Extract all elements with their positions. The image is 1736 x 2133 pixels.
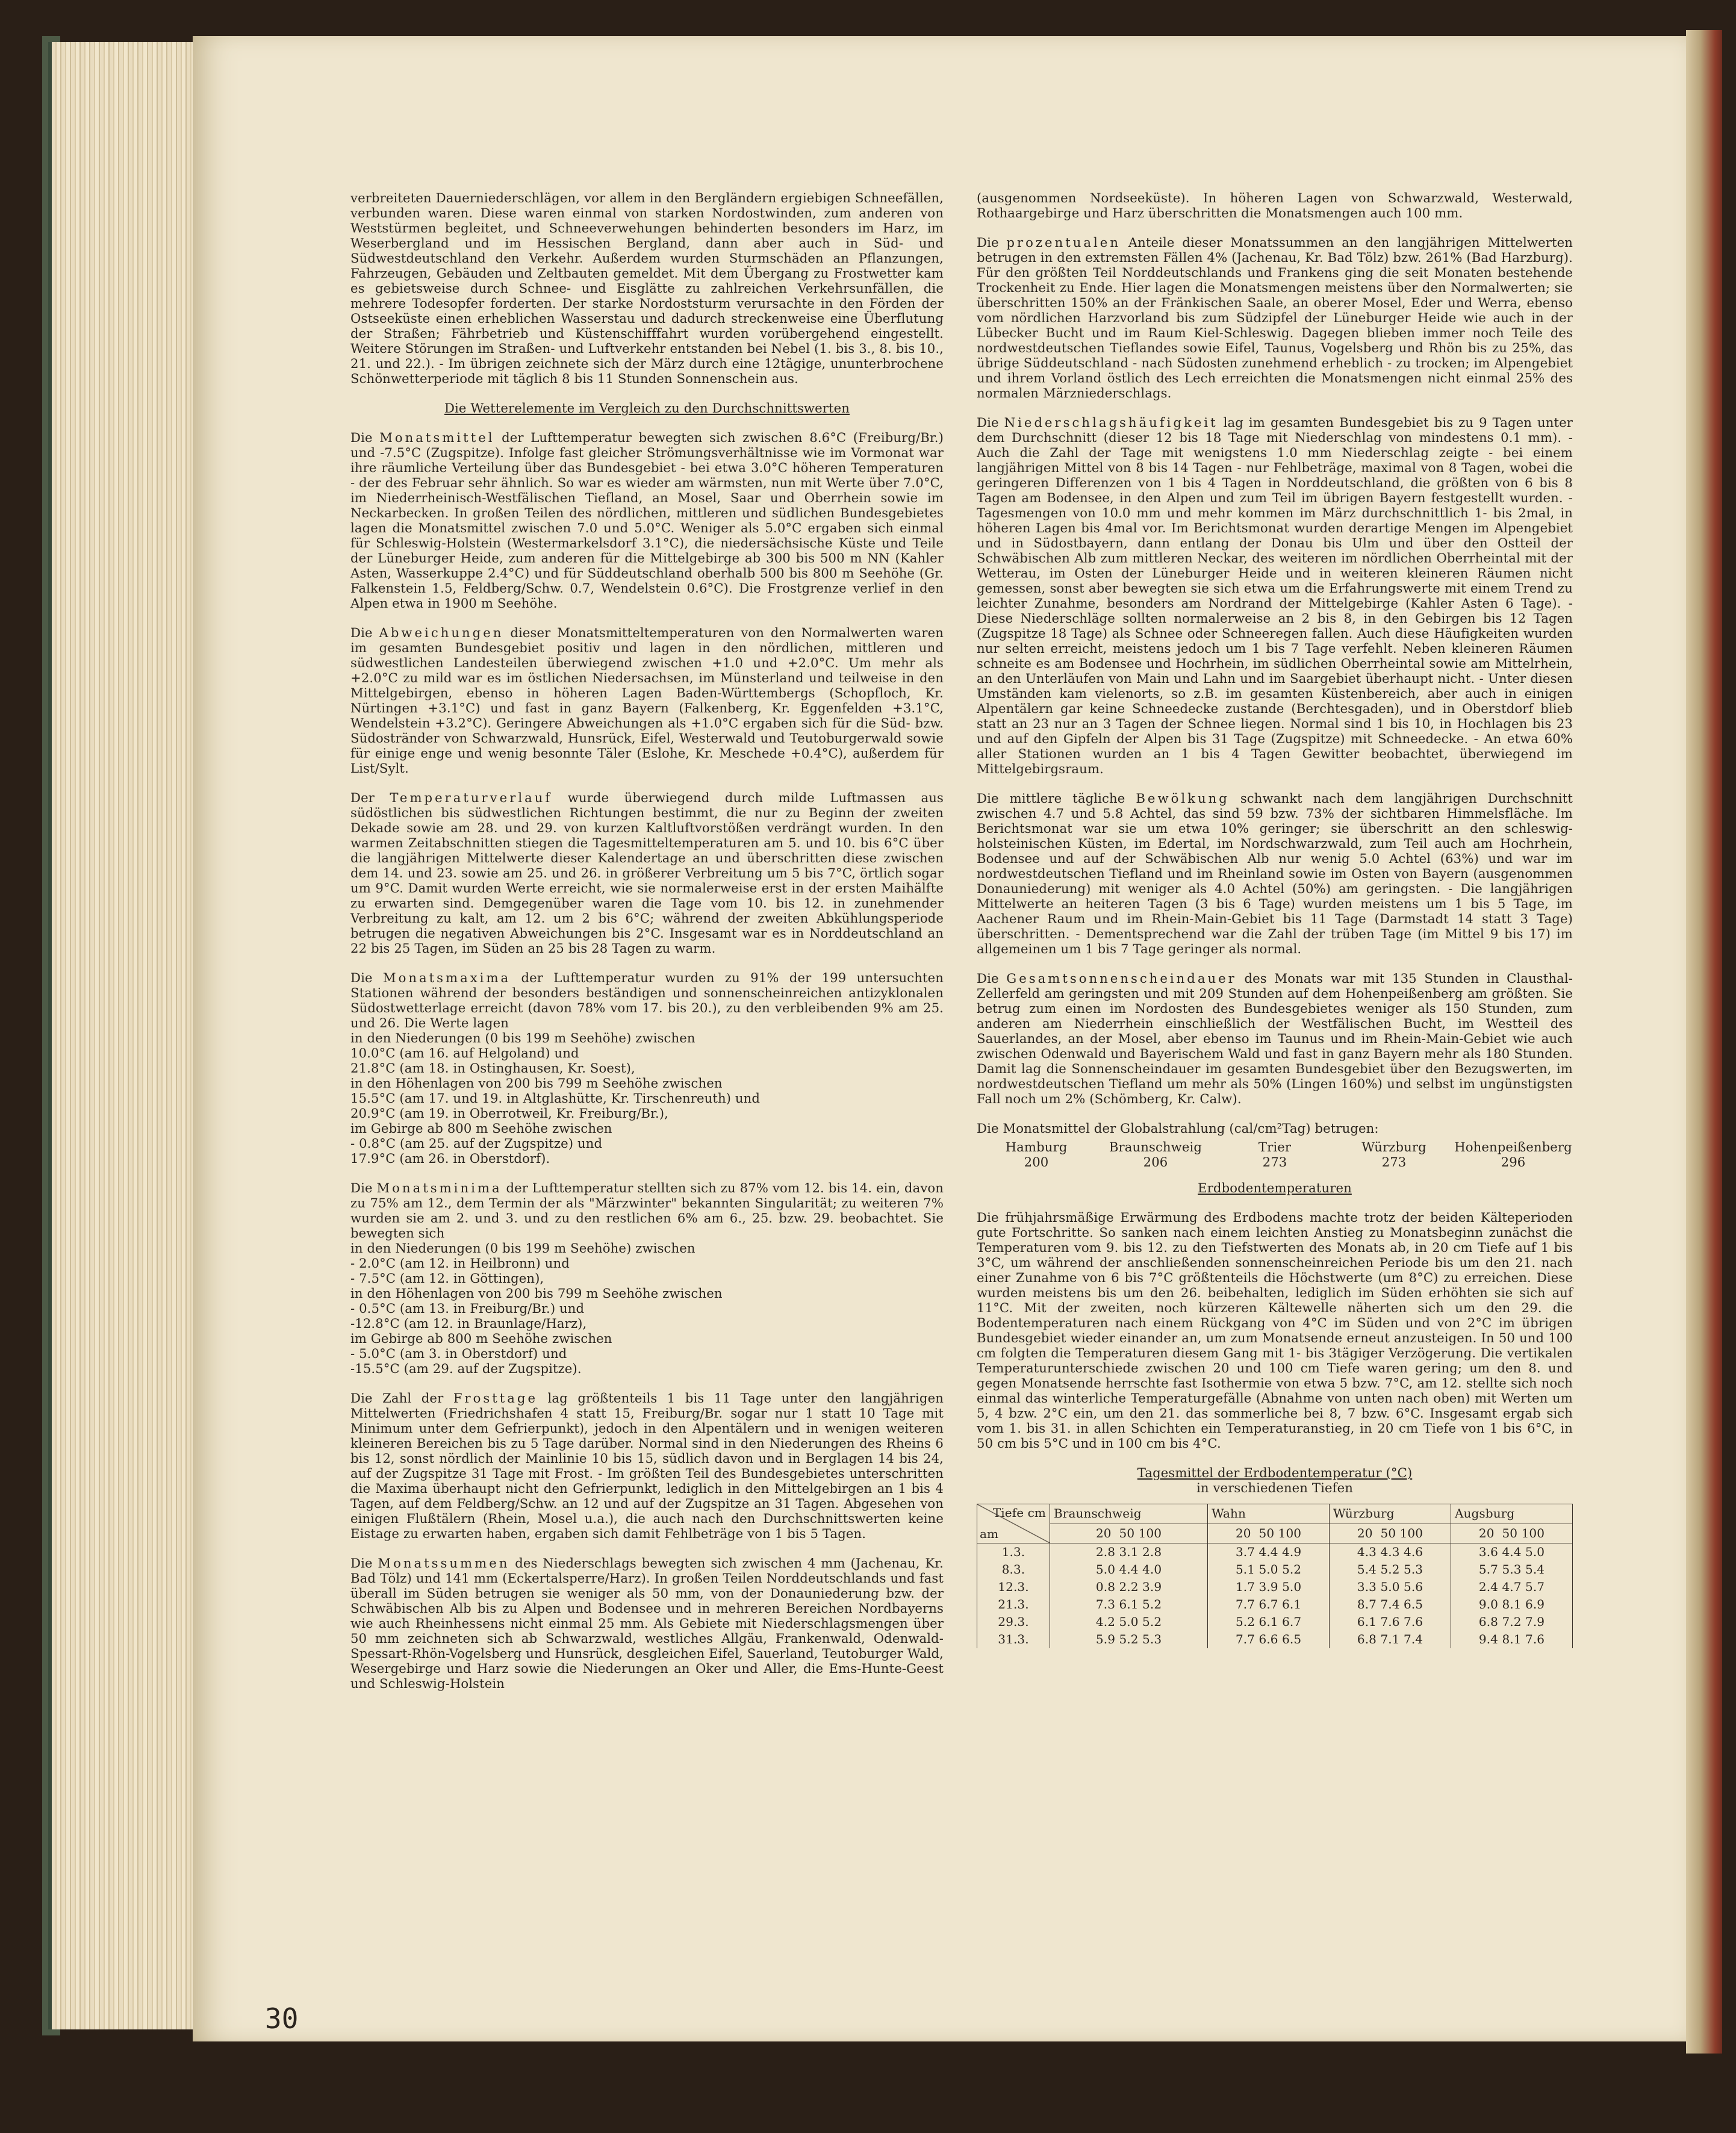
depth-header: 20 50 100 — [1330, 1524, 1451, 1543]
paragraph-erdboden: Die frühjahrsmäßige Erwärmung des Erdbodens machte trotz der beiden Kälteperioden gute Fortschritte. So sanken nach einem leichten Anstieg zu Monatsbeginn zunächst die Temperaturen vom 9. bis 12. zu den Tiefstwerten des Monats ab, in 20 cm Tiefe auf 1 bis 3°C, um während der anschließenden sonnenscheinreichen Periode bis um den 21. nach einer Zunahme von 6 bis 7°C größtenteils die Höchstwerte (um 8°C) zu erreichen. Diese wurden meistens bis um den 26. beibehalten, lediglich im Süden erhöhten sie sich auf 11°C. Mit der zweiten, noch kürzeren Kältewelle näherten sich um den 29. die Bodentemperaturen nach einem Rückgang von 4°C im Süden und von 2°C im übrigen Bundesgebiet wieder einander an, um zum Monatsende erneut anzusteigen. In 50 und 100 cm folgten die Temperaturen diesem Gang mit 1- bis 3tägiger Verzögerung. Die vertikalen Temperaturunterschiede zwischen 20 und 100 cm Tiefe waren gering; um den 8. und gegen Monatsende herrschte fast Isothermie von etwa 5 bzw. 7°C, am 12. stellte sich noch einmal das winterliche Temperaturgefälle (Abnahme von unten nach oben) mit Werten um 5, 4 bzw. 2°C ein, um den 21. das sommerliche bei 8, 7 bzw. 6°C. Insgesamt ergab sich vom 1. bis 31. in allen Schichten ein Temperaturanstieg, in 20 cm Tiefe von 1 bis 6°C, in 50 cm bis 5°C und in 100 cm bis 4°C. — [977, 1210, 1573, 1451]
value-cell: 9.4 8.1 7.6 — [1451, 1631, 1573, 1648]
paragraph-sonnenschein: Die Gesamtsonnenscheindauer des Monats war mit 135 Stunden in Clausthal-Zellerfeld am geringsten und mit 209 Stunden auf dem Hohenpeißenberg am größten. Sie betrug zum einen im Nordosten des Bundesgebietes weniger als 150 Stunden, zum anderen am Niederrhein einschließlich der Westfälischen Bucht, im Westteil des Sauerlandes, an der Mosel, aber ebenso im Taunus und im Rhein-Main-Gebiet wie auch zwischen Odenwald und Bayerischem Wald und fast in ganz Bayern mehr als 180 Stunden. Damit lag die Sonnenscheindauer im gesamten Bundesgebiet über den Bezugswerten, im nordwestdeutschen Tiefland um mehr als 50% (Lingen 160%) und selbst im ungünstigsten Fall noch um 2% (Schömberg, Kr. Calw). — [977, 971, 1573, 1106]
date-cell: 21.3. — [977, 1596, 1050, 1613]
value-cell: 6.8 7.2 7.9 — [1451, 1613, 1573, 1631]
section-heading: Die Wetterelemente im Vergleich zu den Durchschnittswerten — [444, 400, 850, 416]
table-title: Tagesmittel der Erdbodentemperatur (°C) — [1137, 1465, 1413, 1480]
paragraph-frosttage: Die Zahl der Frosttage lag größtenteils 1 bis 11 Tage unter den langjährigen Mittelwerten (Friedrichshafen 4 statt 15, Freiburg/Br. sogar nur 1 statt 10 Tage mit Minimum unter dem Gefrierpunkt), jedoch in den Alpentälern und in wenigen weiteren kleineren Bereichen bis zu 5 Tage darüber. Normal sind in den Niederungen des Rheins 6 bis 12, sonst nördlich der Mainlinie 10 bis 15, südlich davon und in Berglagen 14 bis 24, auf der Zugspitze 31 Tage mit Frost. - Im größten Teil des Bundesgebietes unterschritten die Maxima überhaupt nicht den Gefrierpunkt, lediglich in den Mittelgebirgen an 1 bis 4 Tagen, auf dem Feldberg/Schw. an 12 und auf der Zugspitze an 31 Tagen. Abgesehen von einigen Flußtälern (Rhein, Mosel u.a.), die auch nach den Durchschnittswerten keine Eistage zu erwarten haben, ergaben sich damit Fehlbeträge von 1 bis 5 Tagen. — [350, 1390, 944, 1541]
value-cell: 9.0 8.1 6.9 — [1451, 1596, 1573, 1613]
section-heading-erdboden: Erdbodentemperaturen — [1198, 1180, 1352, 1195]
station-header: Würzburg — [1330, 1504, 1451, 1524]
paragraph-monatsmittel: Die Monatsmittel der Lufttemperatur bewegten sich zwischen 8.6°C (Freiburg/Br.) und -7.5°C (Zugspitze). Infolge fast gleicher Strömungsverhältnisse wie im Vormonat war ihre räumliche Verteilung über das Bundesgebiet - bei etwa 3.0°C höheren Temperaturen - der des Februar sehr ähnlich. So war es wieder am wärmsten, nun mit Werte über 7.0°C, im Niederrheinisch-Westfälischen Tiefland, an Mosel, Saar und Oberrhein sowie im Neckarbecken. In großen Teilen des nördlichen, mittleren und südlichen Bundesgebietes lagen die Monatsmittel zwischen 7.0 und 5.0°C. Weniger als 5.0°C ergaben sich einmal für Schleswig-Holstein (Westermarkelsdorf 3.1°C), die niedersächsische Küste und Teile der Lüneburger Heide, zum anderen für die Mittelgebirge ab 300 bis 500 m NN (Kahler Asten, Wasserkuppe 2.4°C) und für Süddeutschland oberhalb 500 bis 800 m Seehöhe (Gr. Falkenstein 1.5, Feldberg/Schw. 0.7, Wendelstein 0.6°C). Die Frostgrenze verlief in den Alpen etwa in 1900 m Seehöhe. — [350, 430, 944, 611]
date-cell: 31.3. — [977, 1631, 1050, 1648]
paragraph-monatssummen: Die Monatssummen des Niederschlags bewegten sich zwischen 4 mm (Jachenau, Kr. Bad Tölz) und 141 mm (Eckertalsperre/Harz). In großen Teilen Norddeutschlands und fast überall im Süden betrugen sie weniger als 50 mm, von der Donauniederung bzw. der Schwäbischen Alb bis zu Alpen und Bodensee und in mehreren Bereichen Nordbayerns wie auch Rheinhessens nicht einmal 25 mm. Als Gebiete mit Niederschlagsmengen über 50 mm zeichneten sich ab Schwarzwald, westliches Allgäu, Frankenwald, Odenwald-Spessart-Rhön-Vogelsberg und Hunsrück, desgleichen Eifel, Sauerland, Teutoburger Wald, Wesergebirge und Harz sowie die Niederungen an Oker und Aller, die Ems-Hunte-Geest und Schleswig-Holstein — [350, 1555, 944, 1691]
value-cell: 7.7 6.7 6.1 — [1208, 1596, 1330, 1613]
page-number: 30 — [265, 2002, 299, 2035]
table-corner — [977, 1504, 1050, 1543]
paragraph-intro: verbreiteten Dauerniederschlägen, vor allem in den Bergländern ergiebigen Schneefällen, verbunden waren. Diese waren einmal von starken Nordostwinden, zum anderen von Weststürmen begleitet, und Schneeverwehungen behinderten besonders im Harz, im Weserbergland und im Hessischen Bergland, dann aber auch in Süd- und Südwestdeutschland den Verkehr. Außerdem wurden Sturmschäden an Pflanzungen, Fahrzeugen, Gebäuden und Zeltbauten gemeldet. Mit dem Übergang zu Frostwetter kam es gebietsweise durch Schnee- und Eisglätte zu zahlreichen Verkehrsunfällen, die mehrere Todesopfer forderten. Der starke Nordoststurm verursachte in den Förden der Ostseeküste einen erheblichen Wasserstau und dadurch streckenweise eine Überflutung der Straßen; Fährbetrieb und Küstenschifffahrt wurden vorübergehend eingestellt. Weitere Störungen im Straßen- und Luftverkehr entstanden bei Nebel (1. bis 3., 8. bis 10., 21. und 22.). - Im übrigen zeichnete sich der März durch eine 12tägige, ununterbrochene Schönwetterperiode mit täglich 8 bis 11 Stunden Sonnenschein aus. — [350, 190, 944, 386]
table-row — [977, 1613, 1573, 1631]
depth-header: 20 50 100 — [1050, 1524, 1208, 1543]
value-cell: 5.2 6.1 6.7 — [1208, 1613, 1330, 1631]
station-header: Augsburg — [1451, 1504, 1573, 1524]
value-cell: 3.3 5.0 5.6 — [1330, 1578, 1451, 1596]
city-label: Hohenpeißenberg — [1454, 1139, 1572, 1154]
value-cell: 7.7 6.6 6.5 — [1208, 1631, 1330, 1648]
globalstrahlung-intro: Die Monatsmittel der Globalstrahlung (cal/cm²Tag) betrugen: — [977, 1121, 1379, 1136]
corner-date-label: am — [980, 1527, 999, 1541]
right-column — [977, 190, 1573, 1648]
book-cover-edge — [1686, 30, 1722, 2054]
corner-depth-label: Tiefe cm — [992, 1506, 1046, 1520]
paragraph-monatsminima: Die Monatsminima der Lufttemperatur stellten sich zu 87% vom 12. bis 14. ein, davon zu 75% am 12., dem Termin der als "Märzwinter" bekannten Singularität; zu weiteren 7% wurden sie am 2. und 3. und zu den restlichen 6% am 6., 25. bzw. 29. beobachtet. Sie bewegten sich in den Niederungen (0 bis 199 m Seehöhe) zwischen - 2.0°C (am 12. in Heilbronn) und - 7.5°C (am 12. in Göttingen), in den Höhenlagen von 200 bis 799 m Seehöhe zwischen - 0.5°C (am 13. in Freiburg/Br.) und -12.8°C (am 12. in Braunlage/Harz), im Gebirge ab 800 m Seehöhe zwischen - 5.0°C (am 3. in Oberstdorf) und -15.5°C (am 29. auf der Zugspitze). — [350, 1180, 944, 1376]
value-cell: 0.8 2.2 3.9 — [1050, 1578, 1208, 1596]
table-body — [977, 1543, 1573, 1649]
city-label: Hamburg — [1005, 1139, 1068, 1154]
value-cell: 5.7 5.3 5.4 — [1451, 1561, 1573, 1578]
paragraph-monatsmaxima: Die Monatsmaxima der Lufttemperatur wurden zu 91% der 199 untersuchten Stationen während der besonders beständigen und sonnenscheinreichen antizyklonalen Südostwetterlage erreicht (davon 78% vom 17. bis 20.), zu den verbleibenden 9% am 25. und 26. Die Werte lagen in den Niederungen (0 bis 199 m Seehöhe) zwischen 10.0°C (am 16. auf Helgoland) und 21.8°C (am 18. in Ostinghausen, Kr. Soest), in den Höhenlagen von 200 bis 799 m Seehöhe zwischen 15.5°C (am 17. und 19. in Altglashütte, Kr. Tirschenreuth) und 20.9°C (am 19. in Oberrotweil, Kr. Freiburg/Br.), im Gebirge ab 800 m Seehöhe zwischen - 0.8°C (am 25. auf der Zugspitze) und 17.9°C (am 26. in Oberstdorf). — [350, 970, 944, 1166]
table-row — [977, 1578, 1573, 1596]
depth-header: 20 50 100 — [1451, 1524, 1573, 1543]
table-row — [977, 1631, 1573, 1648]
value-cell: 5.4 5.2 5.3 — [1330, 1561, 1451, 1578]
paragraph-temperaturverlauf: Der Temperaturverlauf wurde überwiegend durch milde Luftmassen aus südöstlichen bis südwestlichen Richtungen bestimmt, die nur zu Beginn der zweiten Dekade sowie am 28. und 29. von kurzen Kaltluftvorstößen verdrängt wurden. In den warmen Zeitabschnitten stiegen die Tagesmitteltemperaturen am 5. und 10. bis 6°C über die langjährigen Mittelwerte dieser Kalendertage an und überschritten diese zwischen dem 14. und 23. sowie am 25. und 26. in größerer Verbreitung um 5 bis 7°C, örtlich sogar um 9°C. Damit wurden Werte erreicht, wie sie normalerweise erst in der ersten Maihälfte zu erwarten sind. Demgegenüber waren die Tage vom 10. bis 12. in zunehmender Verbreitung zu kalt, am 12. um 2 bis 6°C; während der zweiten Abkühlungsperiode betrugen die negativen Abweichungen bis 2°C. Insgesamt war es in Norddeutschland an 22 bis 25 Tagen, im Süden an 25 bis 28 Tagen zu warm. — [350, 790, 944, 956]
paragraph-continuation: (ausgenommen Nordseeküste). In höheren Lagen von Schwarzwald, Westerwald, Rothaargebirge und Harz überschritten die Monatsmengen auch 100 mm. — [977, 190, 1573, 220]
paragraph-prozentual: Die prozentualen Anteile dieser Monatssummen an den langjährigen Mittelwerten betrugen in den extremsten Fällen 4% (Jachenau, Kr. Bad Tölz) bzw. 261% (Bad Harzburg). Für den größten Teil Norddeutschlands und Frankens ging die seit Monaten bestehende Trockenheit zu Ende. Hier lagen die Monatsmengen meistens über den Normalwerten; sie überschritten 150% an der Fränkischen Saale, an oberer Mosel, Eder und Werra, ebenso vom nördlichen Harzvorland bis zum Südzipfel der Lüneburger Heide wie auch in der Lübecker Bucht und im Raum Kiel-Schleswig. Dagegen blieben immer noch Teile des nordwestdeutschen Tieflandes sowie Eifel, Taunus, Vogelsberg und Rhön bis zu 25%, das übrige Süddeutschland - nach Südosten zunehmend erheblich - zu trocken; im Alpengebiet und ihrem Vorland östlich des Lech erreichten die Monatsmengen nicht einmal 25% des normalen Märzniederschlags. — [977, 235, 1573, 400]
value-cell: 2.8 3.1 2.8 — [1050, 1543, 1208, 1562]
value-cell: 6.8 7.1 7.4 — [1330, 1631, 1451, 1648]
paragraph-niederschlagshaeufigkeit: Die Niederschlagshäufigkeit lag im gesamten Bundesgebiet bis zu 9 Tagen unter dem Durchschnitt (dieser 12 bis 18 Tage mit Niederschlag von mindestens 0.1 mm). - Auch die Zahl der Tage mit wenigstens 1.0 mm Niederschlag zeigte - bei einem langjährigen Mittel von 8 bis 14 Tagen - nur Fehlbeträge, maximal von 8 Tagen, wobei die geringeren Differenzen von 1 bis 4 Tagen in Norddeutschland, die größten von 6 bis 8 Tagen am Bodensee, in den Alpen und zum Teil im übrigen Bayern festgestellt wurden. - Tagesmengen von 10.0 mm und mehr kommen im März durchschnittlich 1- bis 2mal, in höheren Lagen bis 4mal vor. Im Berichtsmonat wurden derartige Mengen im Alpengebiet und in Südostbayern, dann entlang der Donau bis Ulm und über den Ostteil der Schwäbischen Alb zum mittleren Neckar, des weiteren im nördlichen Oberrheintal mit der Wetterau, im Osten der Lüneburger Heide und in weiteren kleineren Räumen nicht gemessen, sonst aber bewegten sie sich etwa um die Erfahrungswerte mit einem Trend zu leichter Zunahme, besonders am Nordrand der Mittelgebirge (Kahler Asten 6 Tage). - Diese Niederschläge sollten normalerweise an 2 bis 8, in den Gebirgen bis 12 Tagen (Zugspitze 18 Tage) als Schnee oder Schneeregen fallen. Auch diese Häufigkeiten wurden nur selten erreicht, meistens jedoch um 1 bis 7 Tage verfehlt. Neben kleineren Räumen schneite es am Bodensee und Hochrhein, im südlichen Oberrheintal sowie am Mittelrhein, an den Unterläufen von Main und Lahn und im Saargebiet überhaupt nicht. - Unter diesen Umständen kam vielenorts, so z.B. im gesamten Küstenbereich, aber auch in einigen Alpentälern gar keine Schneedecke zustande (Berchtesgaden), und in Oberstdorf blieb statt an 23 nur an 3 Tagen der Schnee liegen. Normal sind 1 bis 10, in Hochlagen bis 23 und auf den Gipfeln der Alpen bis 31 Tage (Zugspitze) mit Schneedecke. - An etwa 60% aller Stationen wurden an 1 bis 4 Tagen Gewitter beobachtet, überwiegend im Mittelgebirgsraum. — [977, 415, 1573, 776]
city-value: 296 — [1501, 1154, 1526, 1169]
city-label: Trier — [1258, 1139, 1292, 1154]
value-cell: 3.7 4.4 4.9 — [1208, 1543, 1330, 1562]
city-value: 200 — [1024, 1154, 1049, 1169]
city-label: Braunschweig — [1109, 1139, 1202, 1154]
paragraph-bewoelkung: Die mittlere tägliche Bewölkung schwankt nach dem langjährigen Durchschnitt zwischen 4.7 und 5.8 Achtel, das sind 59 bzw. 73% der sichtbaren Himmelsfläche. Im Berichtsmonat war sie um etwa 10% geringer; sie überschritt an den schleswig-holsteinischen Küsten, im Edertal, im Nordschwarzwald, zum Teil auch am Hochrhein, Bodensee und auf der Schwäbischen Alb nur wenig 5.0 Achtel (63%) und war im nordwestdeutschen Tiefland und im Rheinland sowie im Osten von Bayern (ausgenommen Donauniederung) mit weniger als 4.0 Achtel (50%) am geringsten. - Die langjährigen Mittelwerte an heiteren Tagen (3 bis 6 Tage) wurden meistens um 1 bis 5 Tage, im Aachener Raum und im Rhein-Main-Gebiet bis 11 Tage (Darmstadt 14 statt 3 Tage) überschritten. - Dementsprechend war die Zahl der trüben Tage (im Mittel 9 bis 17) im allgemeinen um 1 bis 7 Tage geringer als normal. — [977, 791, 1573, 956]
city-label: Würzburg — [1361, 1139, 1426, 1154]
globalstrahlung-cities — [977, 1139, 1573, 1169]
table-subtitle: in verschiedenen Tiefen — [1196, 1480, 1353, 1495]
city-value: 273 — [1262, 1154, 1287, 1169]
value-cell: 5.1 5.0 5.2 — [1208, 1561, 1330, 1578]
station-header: Wahn — [1208, 1504, 1330, 1524]
date-cell: 8.3. — [977, 1561, 1050, 1578]
value-cell: 4.3 4.3 4.6 — [1330, 1543, 1451, 1562]
table-row — [977, 1561, 1573, 1578]
table-row — [977, 1596, 1573, 1613]
value-cell: 2.4 4.7 5.7 — [1451, 1578, 1573, 1596]
city-value: 273 — [1381, 1154, 1407, 1169]
value-cell: 5.9 5.2 5.3 — [1050, 1631, 1208, 1648]
station-header: Braunschweig — [1050, 1504, 1208, 1524]
value-cell: 6.1 7.6 7.6 — [1330, 1613, 1451, 1631]
value-cell: 3.6 4.4 5.0 — [1451, 1543, 1573, 1562]
value-cell: 1.7 3.9 5.0 — [1208, 1578, 1330, 1596]
date-cell: 1.3. — [977, 1543, 1050, 1562]
value-cell: 4.2 5.0 5.2 — [1050, 1613, 1208, 1631]
left-column — [350, 190, 944, 1705]
value-cell: 7.3 6.1 5.2 — [1050, 1596, 1208, 1613]
date-cell: 29.3. — [977, 1613, 1050, 1631]
value-cell: 8.7 7.4 6.5 — [1330, 1596, 1451, 1613]
page-edges — [48, 42, 196, 2029]
depth-header: 20 50 100 — [1208, 1524, 1330, 1543]
city-value: 206 — [1143, 1154, 1168, 1169]
date-cell: 12.3. — [977, 1578, 1050, 1596]
paragraph-abweichungen: Die Abweichungen dieser Monatsmitteltemperaturen von den Normalwerten waren im gesamten Bundesgebiet positiv und lagen in den nördlichen, mittleren und südwestlichen Landesteilen überwiegend zwischen +1.0 und +2.0°C. Um mehr als +2.0°C zu mild war es im östlichen Niedersachsen, im Münsterland und teilweise in den Mittelgebirgen, ebenso in höheren Lagen Baden-Württembergs (Schopfloch, Kr. Nürtingen +3.1°C) und fast in ganz Bayern (Falkenberg, Kr. Eggenfelden +3.1°C, Wendelstein +3.2°C). Geringere Abweichungen als +1.0°C ergaben sich für die Süd- bzw. Südostränder von Schwarzwald, Hunsrück, Eifel, Westerwald und Teutoburgerwald sowie für einige enge und wenig besonnte Täler (Eslohe, Kr. Meschede +0.4°C), außerdem für List/Sylt. — [350, 625, 944, 776]
soil-temperature-table — [977, 1504, 1573, 1648]
value-cell: 5.0 4.4 4.0 — [1050, 1561, 1208, 1578]
table-row — [977, 1543, 1573, 1562]
